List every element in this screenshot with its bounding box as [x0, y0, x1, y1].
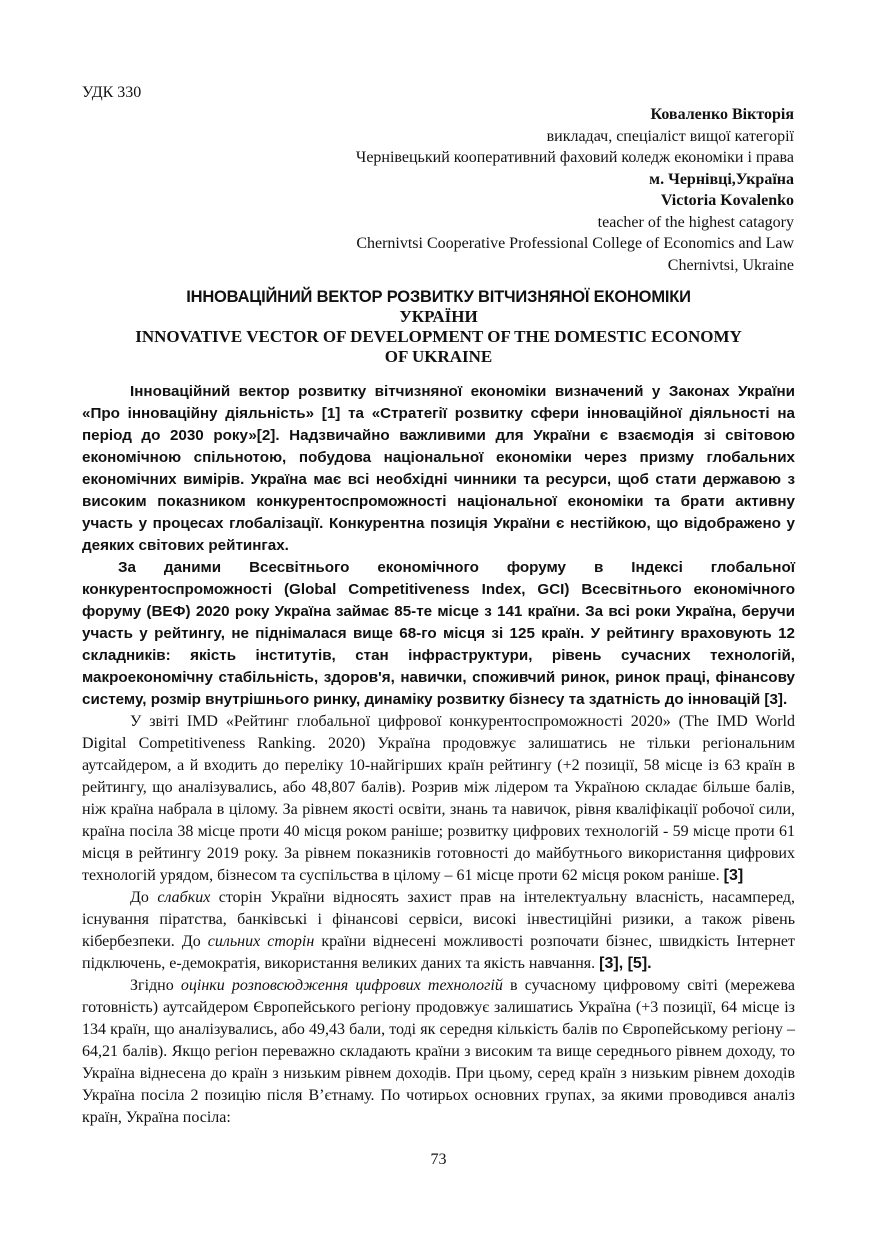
author-city-en: Chernivtsi, Ukraine: [667, 256, 794, 274]
author-name-en: Victoria Kovalenko: [660, 192, 794, 209]
paragraph-1: Інноваційний вектор розвитку вітчизняної економіки визначений у Законах України «Про інноваційну діяльність» [1] та «Стратегії розвитку сфери інноваційної діяльності на період до 2030 року»[2]. Надзвичайно важливими для України є взаємодія зі світовою економічною спільнотою, побудова національної економіки через призму глобальних економічних вимірів. Україна має всі необхідні чинники та ресурси, щоб стати державою з високим показником конкурентоспроможності національної економіки та брати активну участь у процесах глобалізації. Конкурентна позиція України є нестійкою, що відображено у деяких світових рейтингах.: [82, 383, 795, 554]
title-ua-line2: УКРАЇНИ: [399, 307, 478, 326]
paragraph-4: [82, 887, 795, 975]
author-position-en: teacher of the highest catagory: [597, 213, 794, 231]
paragraph-5-text-a: Згідно: [130, 977, 181, 994]
udk-code: УДК 330: [82, 84, 142, 101]
title-en-line2: OF UKRAINE: [384, 347, 493, 366]
author-position-ua: викладач, спеціаліст вищої категорії: [546, 127, 794, 145]
reference-marker: [3]: [723, 867, 744, 884]
author-institution-en: Chernivtsi Cooperative Professional College of Economics and Law: [356, 235, 794, 252]
author-name-ua: Коваленко Вікторія: [650, 106, 794, 123]
article-title: [82, 287, 795, 367]
emphasis-digital-assessment: оцінки розповсюдження цифрових технологій: [180, 977, 503, 994]
paragraph-4-text-b: сторін України відносять захист прав на інтелектуальну власність, насамперед, існування піратства, банківські і фінансові сервіси, високі інвестиційні ризики, а також рівень кібербезпеки. До: [82, 889, 795, 950]
reference-marker: [3], [5].: [599, 955, 652, 972]
paragraph-3-text: У звіті IMD «Рейтинг глобальної цифрової конкурентоспроможності 2020» (The IMD World Digital Competitiveness Ranking. 2020) Україна продовжує залишатись не тільки регіональним аутсайдером, а й входить до переліку 10-найгірших країн рейтингу (+2 позиції, 58 місце із 63 країн в рейтингу, що аналізувались, або 48,807 балів). Розрив між лідером та Україною складає більше балів, ніж країна набрала в цілому. За рівнем якості освіти, знань та навичок, рівня кваліфікації робочої сили, країна посіла 38 місце проти 40 місця роком раніше; розвитку цифрових технологій - 59 місце проти 61 місця в рейтингу 2019 року. За рівнем показників готовності до майбутнього використання цифрових технологій урядом, бізнесом та суспільства в цілому – 61 місце проти 62 місця роком раніше.: [82, 713, 795, 884]
paragraph-4-text-a: До: [130, 889, 158, 906]
author-block: [356, 104, 794, 276]
paragraph-4-text-c: країни віднесені можливості розпочати бізнес, швидкість Інтернет підключень, е-демократія, використання великих даних та якість навчання.: [82, 933, 795, 972]
paragraph-5-text-b: в сучасному цифровому світі (мережева готовність) аутсайдером Європейського регіону продовжує залишатись Україна (+3 позиції, 64 місце із 134 країн, що аналізувались, або 49,43 бали, тоді як середня кількість балів по Європейському регіону – 64,21 балів). Якщо регіон переважно складають країни з високим та вище середнього рівнем доходу, то Україна віднесена до країн з низьким рівнем доходів. При цьому, серед країн з низьким рівнем доходів Україна посіла 2 позицію після В’єтнаму. По чотирьох основних групах, за якими проводився аналіз країн, Україна посіла:: [82, 977, 796, 1126]
author-institution-ua: Чернівецький кооперативний фаховий коледж економіки і права: [355, 149, 794, 166]
emphasis-weak-sides: слабких: [157, 889, 211, 906]
emphasis-strong-sides: сильних сторін: [207, 933, 315, 950]
title-ua-line1: ІННОВАЦІЙНИЙ ВЕКТОР РОЗВИТКУ ВІТЧИЗНЯНОЇ ЕКОНОМІКИ: [186, 288, 691, 306]
author-city-ua: м. Чернівці,Україна: [649, 170, 794, 188]
paragraph-5: [82, 975, 795, 1129]
page-number: 73: [430, 1151, 447, 1168]
title-en-line1: INNOVATIVE VECTOR OF DEVELOPMENT OF THE DOMESTIC ECONOMY: [135, 327, 742, 346]
paragraph-2: За даними Всесвітнього економічного форуму в Індексі глобальної конкурентоспроможності (Global Competitiveness Index, GCI) Всесвітнього економічного форуму (ВЕФ) 2020 року Україна займає 85-те місце з 141 країни. За всі роки Україна, беручи участь у рейтингу, не піднімалася вище 68-го місця зі 125 країн. У рейтингу враховують 12 складників: якість інститутів, стан інфраструктури, рівень сучасних технологій, макроекономічну стабільність, здоров'я, навички, споживчий ринок, ринок праці, фінансову систему, розмір внутрішнього ринку, динаміку розвитку бізнесу та здатність до інновацій [3].: [82, 559, 795, 708]
article-body: [82, 381, 795, 1129]
paragraph-3: [82, 711, 795, 887]
